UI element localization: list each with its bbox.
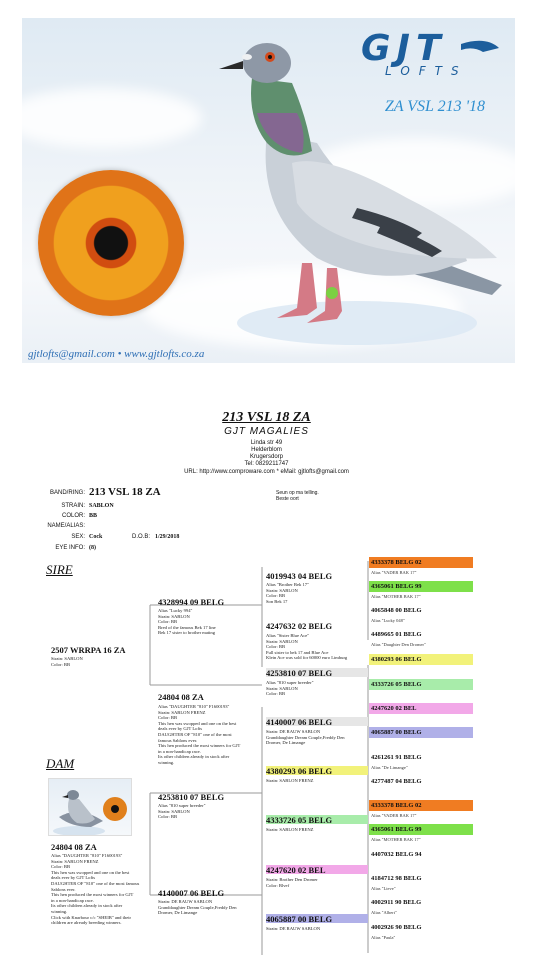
logo-main-text: GJT	[361, 28, 447, 69]
sire-heading: SIRE	[46, 562, 73, 577]
gen4-band: 4365061 BELG 99	[369, 581, 473, 592]
gen3-band: 4140007 06 BELG	[266, 717, 333, 727]
strain-value: SABLON	[89, 503, 114, 509]
gen4-alias: Alias "MOTHER BAK 17"	[371, 837, 421, 842]
gen4-alias: Alias "Lieve"	[371, 886, 396, 891]
color-value: BB	[89, 513, 98, 519]
gen4-band: 4261261 91 BELG	[371, 754, 422, 761]
gen4-band: 4380293 06 BELG	[369, 654, 473, 665]
bandring-value: 213 VSL 18 ZA	[89, 486, 161, 498]
sex-value: Cock	[89, 534, 103, 540]
gen4-band: 4333378 BELG 02	[369, 557, 473, 568]
dam-heading: DAM	[46, 756, 75, 771]
sire-band: 2507 WRRPA 16 ZA	[51, 645, 126, 655]
gen3-detail: Alias "Brother Bek 17" Strain: SABLON Color: BB Son Bek 17	[266, 582, 309, 604]
sire-sire-band: 4328994 09 BELG	[158, 597, 225, 607]
dam-photo	[48, 778, 132, 836]
ring-number-title: ZA VSL 213 '18	[384, 98, 485, 115]
dam-pigeon-image	[49, 779, 132, 836]
gen4-band: 4247620 02 BEL	[369, 703, 473, 714]
gen4-band: 4489665 01 BELG	[371, 631, 422, 638]
eye-info-label: EYE INFO:	[55, 545, 85, 551]
gen4-band: 4065887 00 BELG	[369, 727, 473, 738]
gen4-band: 4184712 98 BELG	[371, 875, 422, 882]
pigeon-image	[207, 23, 507, 353]
gen3-detail: Strain: DE RAUW SABLON Granddaughter Dream Couple,Freddy Den Dromer, De Limange	[266, 729, 345, 746]
remarks-note: Seun op ma telling. Beste oort	[276, 490, 319, 502]
sire-sire-detail: Alias "Lucky 994" Strain: SABLON Color: BB Bred of the famous Bek 17 line Bek 17 sister to brother mating	[158, 608, 216, 636]
gen4-band: 4333378 BELG 02	[369, 800, 473, 811]
contact-line: gjtlofts@gmail.com • www.gjtlofts.co.za	[28, 348, 205, 360]
dam-band: 24804 08 ZA	[51, 842, 97, 852]
gen3-detail: Alias "Sister Blue Ace" Strain: SABLON Color: BB Full sister to bek 17 and Blue Ace Klein Ace was sold for 60000 euro Limburg	[266, 633, 348, 661]
gen3-band: 4333726 05 BELG	[266, 815, 333, 825]
gen4-band: 4065848 00 BELG	[371, 607, 422, 614]
gen4-band: 4277487 04 BELG	[371, 778, 422, 785]
sire-detail: Strain: SABLON Color: BB	[51, 656, 83, 667]
gen4-alias: Alias "Albert"	[371, 910, 397, 915]
gen3-band: 4247632 02 BELG	[266, 621, 333, 631]
gen4-alias: Alias "Daughter Den Dromer"	[371, 642, 426, 647]
gen4-band: 4407032 BELG 94	[371, 851, 422, 858]
gen4-alias: Alias "MOTHER BAK 17"	[371, 594, 421, 599]
gen4-alias: Alias "De Limange"	[371, 765, 408, 770]
gen3-band: 4065887 00 BELG	[266, 914, 333, 924]
gen3-band: 4247620 02 BEL	[266, 865, 326, 875]
dam-sire-band: 4253810 07 BELG	[158, 792, 225, 802]
gen4-band: 4002926 90 BELG	[371, 924, 422, 931]
gen3-band: 4380293 06 BELG	[266, 766, 333, 776]
hero-banner	[22, 18, 515, 363]
strain-label: STRAIN:	[61, 503, 85, 509]
eye-info-value: (8)	[89, 545, 96, 551]
address-line: Linda str 49	[250, 440, 283, 446]
bandring-label: BAND/RING:	[49, 490, 85, 496]
gen3-detail: Alias "810 super breeder" Strain: SABLON Color: BB	[266, 680, 314, 697]
cloud	[22, 88, 202, 148]
gen4-alias: Alias "VADER BAK 17"	[371, 813, 417, 818]
gen4-band: 4333726 05 BELG	[369, 679, 473, 690]
sire-dam-band: 24804 08 ZA	[158, 692, 204, 702]
address-line: Helderblom	[251, 447, 282, 453]
name-alias-label: NAME/ALIAS:	[47, 523, 85, 529]
gen3-band: 4019943 04 BELG	[266, 571, 333, 581]
gen4-alias: Alias "Paula"	[371, 935, 396, 940]
gen3-detail: Strain: DE RAUW SABLON	[266, 926, 321, 931]
pedigree-title: 213 VSL 18 ZA	[222, 410, 311, 425]
dam-dam-detail: Strain: DE RAUW SABLON Granddaughter Dream Couple,Freddy Den Dromer, De Limange	[158, 899, 237, 916]
gen4-band: 4002911 90 BELG	[371, 899, 422, 906]
dam-sire-detail: Alias "810 super breeder" Strain: SABLON Color: BB	[158, 803, 206, 820]
dam-dam-band: 4140007 06 BELG	[158, 888, 225, 898]
gen3-detail: Strain: SABLON FRENZ	[266, 827, 314, 832]
logo-sub-text: LOFTS	[385, 64, 468, 78]
gen3-detail: Strain: SABLON FRENZ	[266, 778, 314, 783]
dob-value: 1/29/2018	[155, 534, 180, 540]
gen3-detail: Strain: Brother Den Dromer Color: Blvef	[266, 877, 318, 888]
dob-label: D.O.B:	[131, 534, 150, 540]
color-label: COLOR:	[61, 513, 85, 519]
phone-line: Tel: 0829211747	[244, 461, 289, 467]
gen4-band: 4365061 BELG 99	[369, 824, 473, 835]
url-email-line: URL: http://www.comproware.com * eMail: gjtlofts@gmail.com	[184, 469, 349, 475]
pigeon-eye-image	[38, 170, 184, 316]
gen4-alias: Alias "VADER BAK 17"	[371, 570, 417, 575]
sex-label: SEX:	[71, 534, 85, 540]
loft-name: GJT MAGALIES	[224, 426, 309, 437]
address-line: Krugersdorp	[249, 454, 284, 460]
dam-detail: Alias "DAUGHTER "810" F1600193" Strain: SABLON FRENZ Color: BB This hen was swopped and one on the best deals ever by GJT Lofts DAUGHTER OF "810" one of the most famous Sablons ever. This hen produced the most winners for GJT in a non-handicap race. Its other children already in stock after winning. Click with Knarbour c/c "SHEIB" and their children are already breeding winners.	[51, 853, 140, 926]
sire-dam-detail: Alias "DAUGHTER "810" F1600193" Strain: SABLON FRENZ Color: BB This hen was swopped and one on the best deals ever by GJT Lofts DAUGHTER OF "810" one of the most famous Sablons ever. This hen produced the most winners for GJT in a non-handicap race. Its other children already in stock after winning.	[158, 704, 241, 765]
gen4-alias: Alias "Lucky 048"	[371, 618, 405, 623]
gen3-band: 4253810 07 BELG	[266, 668, 333, 678]
